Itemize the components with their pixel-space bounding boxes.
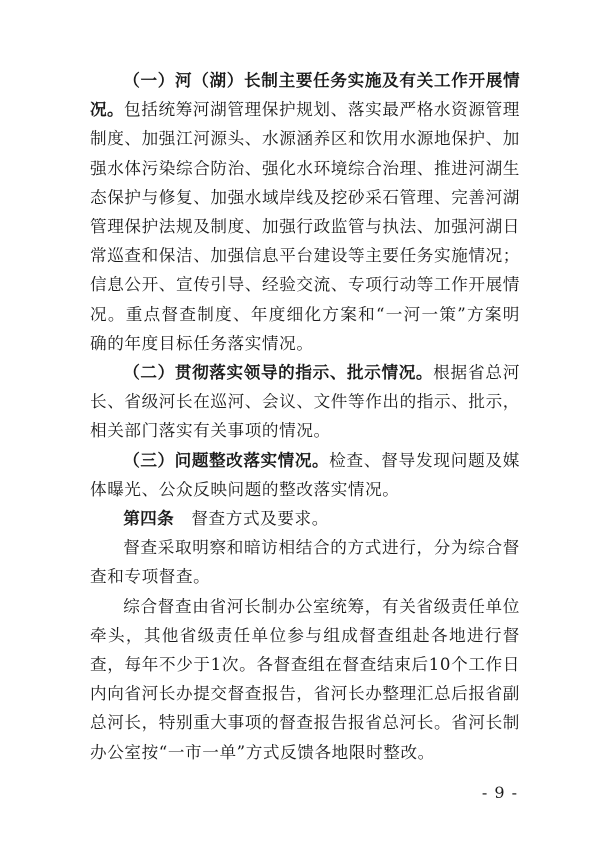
paragraph-heading: （一）河（湖）长制主要任务实施及有关工作开展情况。 [90,71,520,120]
paragraph-text: 督查采取明察和暗访相结合的方式进行，分为综合督查和专项督查。 [90,538,520,587]
paragraph-text: 检查、督导发现问题及媒体曝光、公众反映问题的整改落实情况。 [90,450,520,499]
paragraph-inspection-methods [90,533,520,591]
article-number: 第四条 [123,509,175,529]
paragraph-text: 综合督查由省河长制办公室统筹，有关省级责任单位牵头，其他省级责任单位参与组成督查组赴各地进行督查，每年不少于1次。各督查组在督查结束后10个工作日内向省河长办提交督查报告，省河长办整理汇总后报省副总河长，特别重大事项的督查报告报省总河长。省河长制办公室按“一市一单”方式反馈各地限时整改。 [90,596,520,762]
paragraph-task-implementation [90,66,520,358]
paragraph-leadership-instructions [90,358,520,446]
paragraph-text: 根据省总河长、省级河长在巡河、会议、文件等作出的指示、批示，相关部门落实有关事项的情况。 [90,363,521,441]
article-four-heading [90,504,520,533]
paragraph-comprehensive-inspection [90,592,520,767]
page-number: - 9 - [481,783,518,802]
paragraph-heading: （三）问题整改落实情况。 [123,450,330,470]
paragraph-text: 包括统筹河湖管理保护规划、落实最严格水资源管理制度、加强江河源头、水源涵养区和饮用水源地保护、加强水体污染综合防治、强化水环境综合治理、推进河湖生态保护与修复、加强水域岸线及挖砂采石管理、完善河湖管理保护法规及制度、加强行政监管与执法、加强河湖日常巡查和保洁、加强信息平台建设等主要任务实施情况；信息公开、宣传引导、经验交流、专项行动等工作开展情况。重点督查制度、年度细化方案和“一河一策”方案明确的年度目标任务落实情况。 [90,100,520,353]
article-title: 督查方式及要求。 [174,509,329,529]
document-body [90,66,520,767]
paragraph-rectification [90,446,520,504]
paragraph-heading: （二）贯彻落实领导的指示、批示情况。 [123,363,434,383]
